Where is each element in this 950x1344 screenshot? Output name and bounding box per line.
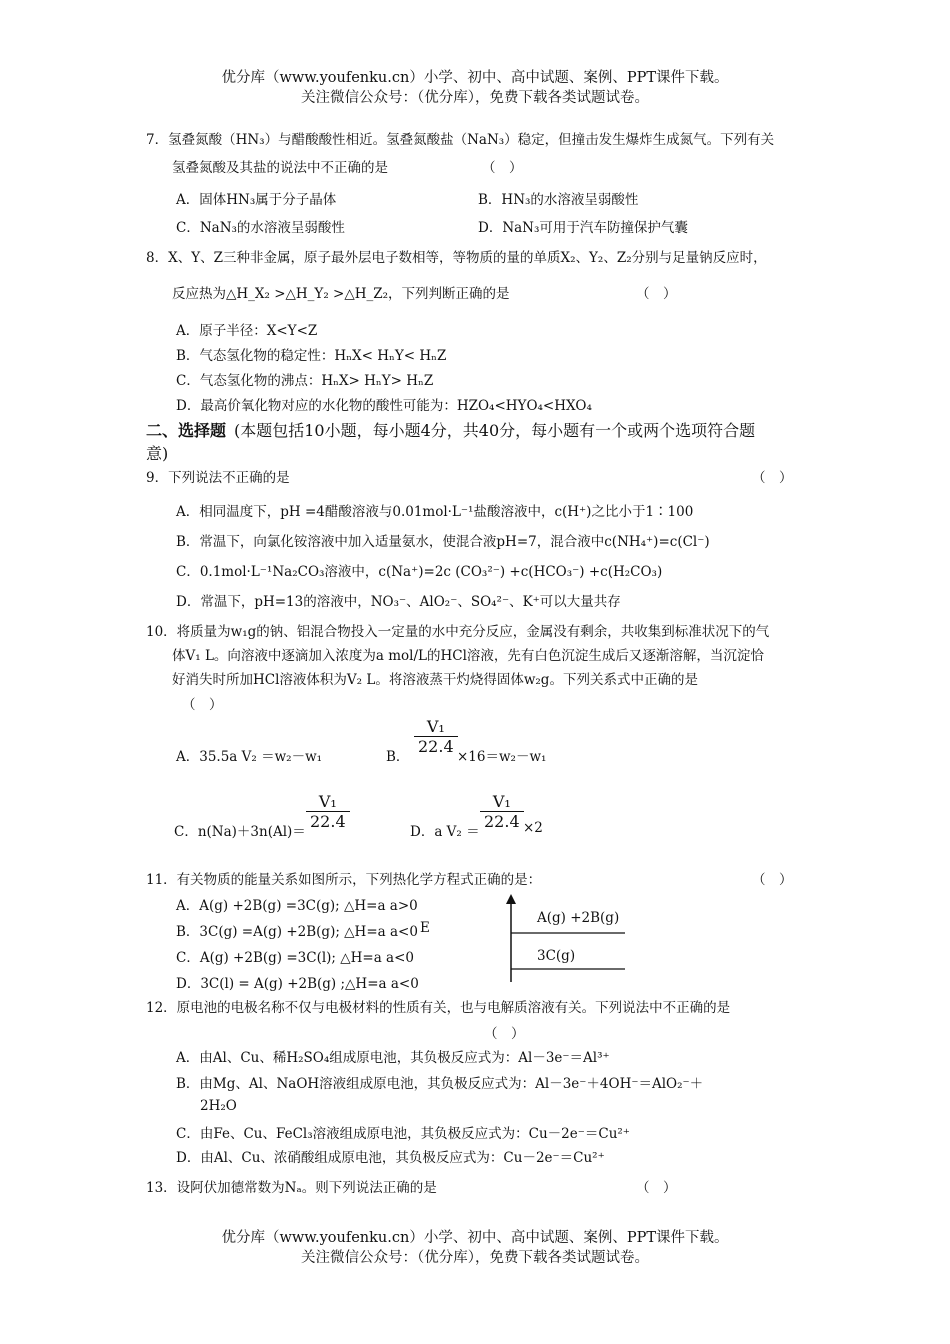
- q11-option-d: D．3C(l) = A(g) +2B(g) ;△H=a a<0: [176, 976, 419, 992]
- q12-option-b-cont: 2H₂O: [200, 1098, 237, 1114]
- level-label-top: A(g) +2B(g): [537, 910, 620, 926]
- q11-option-c: C．A(g) +2B(g) =3C(l); △H=a a<0: [176, 950, 415, 966]
- q12-stem: 12．原电池的电极名称不仅与电极材料的性质有关，也与电解质溶液有关。下列说法中不正确的是: [146, 1000, 731, 1016]
- q8-option-d: D．最高价氧化物对应的水化物的酸性可能为：HZO₄<HYO₄<HXO₄: [176, 398, 592, 414]
- section-2-desc: (本题包括10小题，每小题4分，共40分，每小题有一个或两个选项符合题: [234, 421, 756, 440]
- section-2-desc-cont: 意): [146, 444, 169, 463]
- q9-option-b: B．常温下，向氯化铵溶液中加入适量氨水，使混合液pH=7，混合液中c(NH₄⁺)=c(Cl⁻): [176, 534, 710, 550]
- footer-line-1: 优分库（www.youfenku.cn）小学、初中、高中试题、案例、PPT课件下载。: [221, 1230, 729, 1246]
- header-line-1: 优分库（www.youfenku.cn）小学、初中、高中试题、案例、PPT课件下载。: [221, 70, 729, 86]
- q7-paren: （ ）: [482, 160, 523, 176]
- q9-option-d: D．常温下，pH=13的溶液中，NO₃⁻、AlO₂⁻、SO₄²⁻、K⁺可以大量共存: [176, 594, 621, 610]
- fraction-numerator: V₁: [306, 792, 350, 812]
- q10-option-b-fraction: [414, 717, 458, 756]
- section-2-title: 二、选择题: [146, 421, 227, 440]
- q12-option-b: B．由Mg、Al、NaOH溶液组成原电池，其负极反应式为：Al－3e⁻＋4OH⁻＝AlO₂⁻＋: [176, 1076, 704, 1092]
- q10-option-a: A．35.5a V₂ ＝w₂－w₁: [176, 749, 323, 765]
- q9-paren: （ ）: [752, 470, 793, 486]
- q10-option-d-prefix: D．a V₂ ＝: [410, 824, 480, 840]
- q11-paren: （ ）: [752, 872, 793, 888]
- q10-line-2: 体V₁ L。向溶液中逐滴加入浓度为a mol/L的HCl溶液，先有白色沉淀生成后又逐渐溶解，当沉淀恰: [172, 648, 764, 664]
- fraction-denominator: 22.4: [310, 812, 346, 831]
- level-label-bottom: 3C(g): [537, 948, 576, 964]
- fraction-denominator: 22.4: [484, 812, 520, 831]
- q8-option-a: A．原子半径：X<Y<Z: [176, 323, 318, 339]
- q10-option-b-suffix: ×16＝w₂－w₁: [457, 749, 547, 765]
- q7-option-d: D．NaN₃可用于汽车防撞保护气囊: [478, 220, 688, 236]
- fraction-numerator: V₁: [414, 717, 458, 737]
- header-line-2: 关注微信公众号：（优分库），免费下载各类试题试卷。: [301, 90, 649, 106]
- q10-paren: （ ）: [182, 697, 223, 713]
- energy-diagram: [500, 892, 630, 984]
- energy-axis-arrow: [506, 894, 516, 904]
- q9-option-c: C．0.1mol·L⁻¹Na₂CO₃溶液中，c(Na⁺)=2c (CO₃²⁻) +c(HCO₃⁻) +c(H₂CO₃): [176, 564, 663, 580]
- q7-option-c: C．NaN₃的水溶液呈弱酸性: [176, 220, 345, 236]
- q7-option-b: B．HN₃的水溶液呈弱酸性: [478, 192, 639, 208]
- q10-option-c-fraction: [306, 792, 350, 831]
- q11-option-a: A．A(g) +2B(g) =3C(g); △H=a a>0: [176, 898, 418, 914]
- q8-line-2: 反应热为△H_X₂ >△H_Y₂ >△H_Z₂，下列判断正确的是: [172, 286, 510, 302]
- q12-option-a: A．由Al、Cu、稀H₂SO₄组成原电池，其负极反应式为：Al－3e⁻＝Al³⁺: [176, 1050, 610, 1066]
- q11-stem: 11．有关物质的能量关系如图所示，下列热化学方程式正确的是：: [146, 872, 542, 888]
- q8-line-1: 8．X、Y、Z三种非金属，原子最外层电子数相等，等物质的量的单质X₂、Y₂、Z₂分别与足量钠反应时，: [146, 250, 767, 266]
- q9-option-a: A．相同温度下，pH =4醋酸溶液与0.01mol·L⁻¹盐酸溶液中，c(H⁺)之比小于1∶100: [176, 504, 694, 520]
- q10-option-d-suffix: ×2: [523, 820, 543, 836]
- q12-option-c: C．由Fe、Cu、FeCl₃溶液组成原电池，其负极反应式为：Cu－2e⁻＝Cu²⁺: [176, 1126, 630, 1142]
- q10-line-3: 好消失时所加HCl溶液体积为V₂ L。将溶液蒸干灼烧得固体w₂g。下列关系式中正确的是: [172, 672, 698, 688]
- q11-option-b: B．3C(g) =A(g) +2B(g); △H=a a<0: [176, 924, 418, 940]
- fraction-denominator: 22.4: [418, 737, 454, 756]
- q9-stem: 9．下列说法不正确的是: [146, 470, 290, 486]
- q10-option-b-prefix: B．: [386, 749, 410, 765]
- q8-option-c: C．气态氢化物的沸点：HₙX> HₙY> HₙZ: [176, 373, 434, 389]
- q13-paren: （ ）: [636, 1180, 677, 1196]
- q7-option-a: A．固体HN₃属于分子晶体: [176, 192, 337, 208]
- footer-line-2: 关注微信公众号：（优分库），免费下载各类试题试卷。: [301, 1250, 649, 1266]
- q10-option-c-prefix: C．n(Na)＋3n(Al)＝: [174, 824, 306, 840]
- q12-option-d: D．由Al、Cu、浓硝酸组成原电池，其负极反应式为：Cu－2e⁻＝Cu²⁺: [176, 1150, 605, 1166]
- energy-axis-label: E: [420, 920, 430, 936]
- q10-line-1: 10．将质量为w₁g的钠、铝混合物投入一定量的水中充分反应，金属没有剩余，共收集到标准状况下的气: [146, 624, 770, 640]
- q7-line-2: 氢叠氮酸及其盐的说法中不正确的是: [172, 160, 388, 176]
- q8-option-b: B．气态氢化物的稳定性：HₙX< HₙY< HₙZ: [176, 348, 447, 364]
- q10-option-d-fraction: [480, 792, 524, 831]
- q12-paren: （ ）: [484, 1026, 525, 1042]
- fraction-numerator: V₁: [480, 792, 524, 812]
- q7-line-1: 7．氢叠氮酸（HN₃）与醋酸酸性相近。氢叠氮酸盐（NaN₃）稳定，但撞击发生爆炸生成氮气。下列有关: [146, 132, 775, 148]
- q13-stem: 13．设阿伏加德常数为Nₐ。则下列说法正确的是: [146, 1180, 437, 1196]
- q8-paren: （ ）: [636, 286, 677, 302]
